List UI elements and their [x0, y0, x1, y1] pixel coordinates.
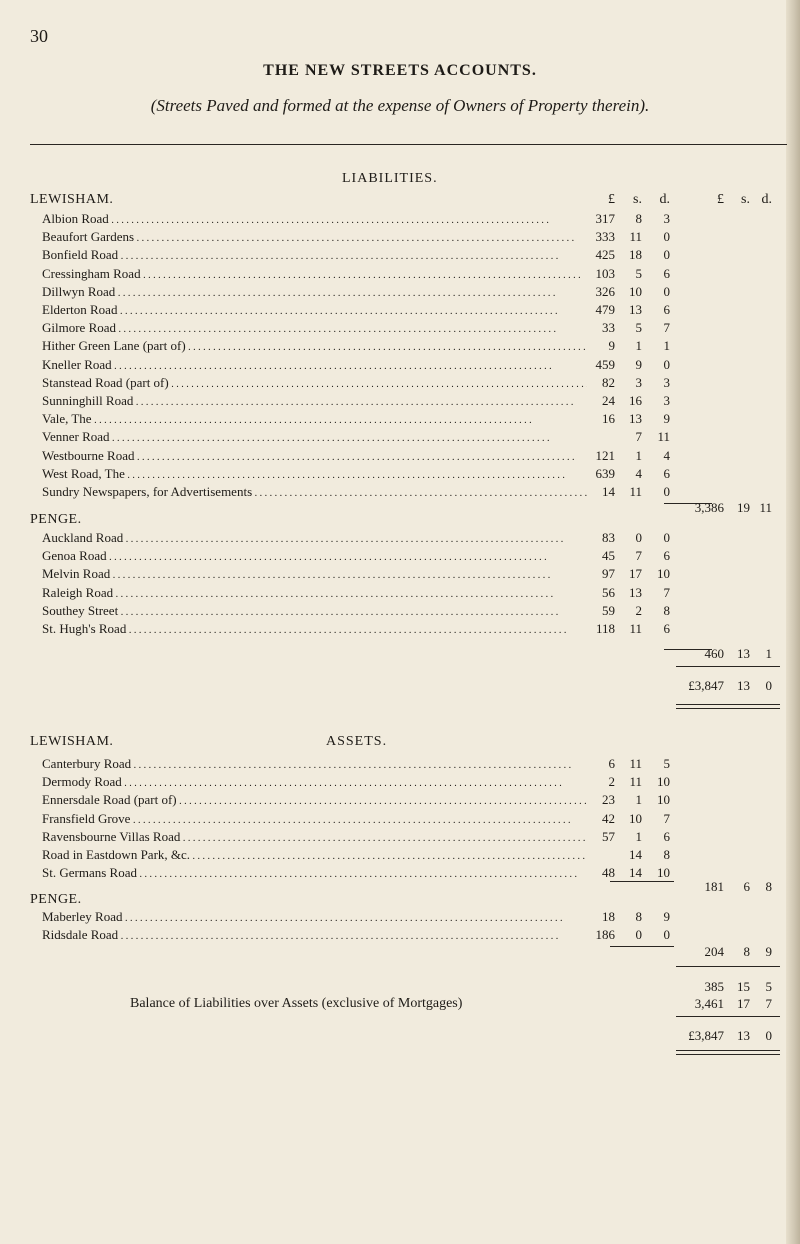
amount-shillings: 5 [635, 320, 642, 336]
table-row [0, 338, 800, 354]
total-pounds: 460 [704, 646, 724, 661]
total-pence: 1 [765, 646, 772, 661]
col-header-total-shillings: s. [741, 192, 750, 207]
col-header-shillings: s. [633, 192, 642, 207]
liabilities-penge-total [0, 646, 800, 662]
table-row [0, 484, 800, 500]
amount-pounds: 9 [608, 338, 615, 354]
amount-pence: 8 [663, 602, 670, 618]
amount-pence: 1 [663, 338, 670, 354]
amount-shillings: 1 [635, 828, 642, 844]
total-pounds: 204 [704, 944, 724, 959]
table-row [0, 792, 800, 808]
amount-shillings: 13 [629, 411, 642, 427]
amount-pence: 3 [663, 393, 670, 408]
grand-total-pounds: £3,847 [688, 1028, 724, 1043]
road-name: Sundry Newspapers, for Advertisements . . . [42, 484, 587, 500]
amount-pounds: 326 [595, 283, 615, 299]
subtotal-shillings: 15 [737, 979, 750, 994]
amount-pounds: 479 [595, 302, 615, 317]
road-name: Venner Road . . . [42, 429, 587, 445]
amount-shillings: 0 [635, 927, 642, 943]
amount-pounds: 2 [608, 774, 615, 790]
table-row [0, 927, 800, 943]
amount-shillings: 13 [629, 584, 642, 600]
amount-shillings: 14 [629, 847, 642, 862]
grand-total-pence: 0 [765, 1028, 772, 1043]
liabilities-grand-total [0, 678, 800, 694]
table-row [0, 247, 800, 263]
assets-grand-total-double-rule [676, 1050, 780, 1055]
table-row [0, 266, 800, 282]
table-row [0, 302, 800, 318]
table-row [0, 530, 800, 546]
amount-shillings: 10 [629, 810, 642, 826]
amount-shillings: 11 [629, 621, 642, 636]
amount-pence: 0 [663, 927, 670, 943]
table-row [0, 448, 800, 464]
grand-total-double-rule [676, 704, 780, 709]
table-row [0, 909, 800, 925]
grand-total-pence: 0 [765, 678, 772, 693]
amount-shillings: 1 [635, 792, 642, 808]
table-row [0, 393, 800, 409]
total-pence: 11 [759, 500, 772, 515]
road-name: Ravensbourne Villas Road . . . [42, 829, 587, 845]
table-row [0, 585, 800, 601]
amount-pounds: 16 [602, 411, 615, 427]
table-row [0, 774, 800, 790]
total-shillings: 8 [743, 944, 750, 959]
liabilities-lewisham-total [0, 500, 800, 516]
table-row [0, 375, 800, 391]
amount-pence: 0 [663, 229, 670, 245]
road-name: Road in Eastdown Park, &c. . . . [42, 847, 587, 863]
table-row [0, 829, 800, 845]
amount-pence: 4 [663, 447, 670, 463]
subtotal-pounds: 385 [704, 979, 724, 994]
road-name: Sunninghill Road . . . [42, 393, 587, 409]
col-header-total-pounds: £ [717, 192, 724, 207]
amount-shillings: 11 [629, 484, 642, 499]
amount-pounds: 425 [595, 247, 615, 263]
total-pounds: 3,386 [694, 500, 724, 515]
amount-shillings: 11 [629, 756, 642, 771]
road-name: Bonfield Road . . . [42, 247, 587, 263]
road-name: Southey Street . . . [42, 603, 587, 619]
amount-pounds: 42 [602, 810, 615, 826]
balance-shillings: 17 [737, 996, 750, 1011]
road-name: Albion Road . . . [42, 211, 587, 227]
amount-pence: 10 [657, 566, 670, 582]
amount-shillings: 8 [635, 211, 642, 226]
amount-pence: 6 [663, 621, 670, 636]
amount-shillings: 8 [635, 909, 642, 924]
amount-shillings: 3 [635, 374, 642, 390]
assets-heading: ASSETS. [326, 734, 388, 749]
amount-pence: 3 [663, 211, 670, 226]
assets-penge-label: PENGE. [30, 892, 82, 907]
amount-pounds: 14 [602, 484, 615, 499]
amount-pounds: 121 [595, 447, 615, 463]
col-header-total-pence: d. [761, 192, 772, 207]
amount-pounds: 333 [595, 229, 615, 245]
amount-shillings: 11 [629, 774, 642, 790]
amount-pence: 7 [663, 810, 670, 826]
amount-shillings: 13 [629, 302, 642, 317]
road-name: Ridsdale Road . . . [42, 927, 587, 943]
road-name: Ennersdale Road (part of) . . . [42, 792, 587, 808]
balance-pence: 7 [765, 996, 772, 1011]
grand-total-shillings: 13 [737, 678, 750, 693]
road-name: Maberley Road . . . [42, 909, 587, 925]
amount-pence: 7 [663, 584, 670, 600]
amount-pence: 10 [657, 792, 670, 808]
amount-shillings: 4 [635, 465, 642, 481]
assets-lewisham-label: LEWISHAM. [30, 734, 114, 749]
col-header-pence: d. [659, 192, 670, 207]
amount-pounds: 83 [602, 530, 615, 545]
amount-pence: 6 [663, 828, 670, 844]
assets-grand-total-rule [676, 1016, 780, 1017]
amount-pounds: 23 [602, 792, 615, 808]
amount-pounds: 97 [602, 566, 615, 582]
road-name: Auckland Road . . . [42, 530, 587, 546]
road-name: Dillwyn Road . . . [42, 284, 587, 300]
amount-shillings: 5 [635, 265, 642, 281]
grand-total-rule [676, 666, 780, 667]
amount-shillings: 9 [635, 356, 642, 372]
assets-lewisham-total [0, 879, 800, 895]
road-name: Raleigh Road . . . [42, 585, 587, 601]
table-row [0, 411, 800, 427]
amount-pence: 0 [663, 356, 670, 372]
amount-pence: 5 [663, 756, 670, 771]
table-row [0, 603, 800, 619]
amount-pounds: 103 [595, 265, 615, 281]
amount-pence: 3 [663, 374, 670, 390]
subtotal-rule [676, 966, 780, 967]
table-row [0, 566, 800, 582]
table-row [0, 548, 800, 564]
road-name: Fransfield Grove . . . [42, 811, 587, 827]
page-number: 30 [30, 26, 48, 46]
road-name: Cressingham Road . . . [42, 266, 587, 282]
total-pounds: 181 [704, 879, 724, 894]
total-pence: 8 [765, 879, 772, 894]
title-divider [30, 144, 787, 145]
amount-pence: 11 [657, 429, 670, 445]
amount-pounds: 6 [608, 756, 615, 771]
table-row [0, 320, 800, 336]
assets-subtotal [0, 979, 800, 995]
road-name: Elderton Road . . . [42, 302, 587, 318]
amount-pence: 6 [663, 465, 670, 481]
amount-shillings: 1 [635, 338, 642, 354]
amount-pounds: 45 [602, 548, 615, 564]
road-name: Melvin Road . . . [42, 566, 587, 582]
table-row [0, 229, 800, 245]
total-shillings: 13 [737, 646, 750, 661]
amount-pounds: 639 [595, 465, 615, 481]
amount-pounds: 57 [602, 828, 615, 844]
grand-total-pounds: £3,847 [688, 678, 724, 693]
table-row [0, 211, 800, 227]
table-row [0, 621, 800, 637]
amount-shillings: 2 [635, 602, 642, 618]
road-name: Vale, The . . . [42, 411, 587, 427]
amount-shillings: 0 [635, 530, 642, 545]
balance-row [0, 996, 800, 1012]
amount-shillings: 17 [629, 566, 642, 582]
road-name: Hither Green Lane (part of) . . . [42, 338, 587, 354]
road-name: Stanstead Road (part of) . . . [42, 375, 587, 391]
total-pence: 9 [765, 944, 772, 959]
road-name: Dermody Road . . . [42, 774, 587, 790]
amount-pence: 6 [663, 302, 670, 317]
amount-pounds: 186 [595, 927, 615, 943]
table-row [0, 429, 800, 445]
amount-pounds: 56 [602, 584, 615, 600]
amount-shillings: 18 [629, 247, 642, 263]
amount-shillings: 1 [635, 447, 642, 463]
liabilities-heading: LIABILITIES. [342, 171, 438, 186]
total-shillings: 6 [743, 879, 750, 894]
balance-pounds: 3,461 [694, 996, 724, 1011]
amount-pounds: 118 [595, 621, 615, 636]
amount-shillings: 11 [629, 229, 642, 245]
amount-pence: 0 [663, 530, 670, 545]
road-name: Beaufort Gardens . . . [42, 229, 587, 245]
road-name: St. Hugh's Road . . . [42, 621, 587, 637]
amount-shillings: 7 [635, 548, 642, 564]
table-row [0, 847, 800, 863]
amount-pounds: 459 [595, 356, 615, 372]
subtotal-pence: 5 [765, 979, 772, 994]
table-row [0, 284, 800, 300]
amount-pence: 0 [663, 247, 670, 263]
amount-pounds: 82 [602, 374, 615, 390]
amount-pounds: 59 [602, 602, 615, 618]
road-name: Genoa Road . . . [42, 548, 587, 564]
amount-pence: 10 [657, 865, 670, 881]
assets-penge-total [0, 944, 800, 960]
page-title: THE NEW STREETS ACCOUNTS. [263, 62, 537, 79]
amount-pence: 6 [663, 265, 670, 281]
road-name: West Road, The . . . [42, 466, 587, 482]
road-name: Gilmore Road . . . [42, 320, 587, 336]
amount-pounds: 33 [602, 320, 615, 336]
liabilities-lewisham-label: LEWISHAM. [30, 192, 114, 207]
total-shillings: 19 [737, 500, 750, 515]
table-row [0, 756, 800, 772]
amount-pence: 7 [663, 320, 670, 336]
liabilities-penge-label: PENGE. [30, 512, 82, 527]
balance-label: Balance of Liabilities over Assets (exclusive of Mortgages) [130, 996, 463, 1011]
amount-pounds: 24 [602, 393, 615, 408]
road-name: Kneller Road . . . [42, 357, 587, 373]
amount-pounds: 317 [595, 211, 615, 226]
grand-total-shillings: 13 [737, 1028, 750, 1043]
amount-pence: 9 [663, 909, 670, 924]
amount-pounds: 48 [602, 865, 615, 881]
amount-shillings: 7 [635, 429, 642, 445]
road-name: Westbourne Road . . . [42, 448, 587, 464]
amount-pence: 0 [663, 484, 670, 499]
amount-pence: 8 [663, 847, 670, 862]
amount-pence: 9 [663, 411, 670, 427]
table-row [0, 466, 800, 482]
assets-grand-total [0, 1028, 800, 1044]
table-row [0, 811, 800, 827]
amount-shillings: 10 [629, 283, 642, 299]
page-subtitle: (Streets Paved and formed at the expense of Owners of Property therein). [150, 96, 650, 115]
amount-shillings: 14 [629, 865, 642, 881]
amount-pence: 0 [663, 283, 670, 299]
col-header-pounds: £ [608, 192, 615, 207]
table-row [0, 357, 800, 373]
amount-shillings: 16 [629, 393, 642, 408]
road-name: Canterbury Road . . . [42, 756, 587, 772]
amount-pence: 6 [663, 548, 670, 564]
road-name: St. Germans Road . . . [42, 865, 587, 881]
amount-pounds: 18 [602, 909, 615, 924]
amount-pence: 10 [657, 774, 670, 790]
